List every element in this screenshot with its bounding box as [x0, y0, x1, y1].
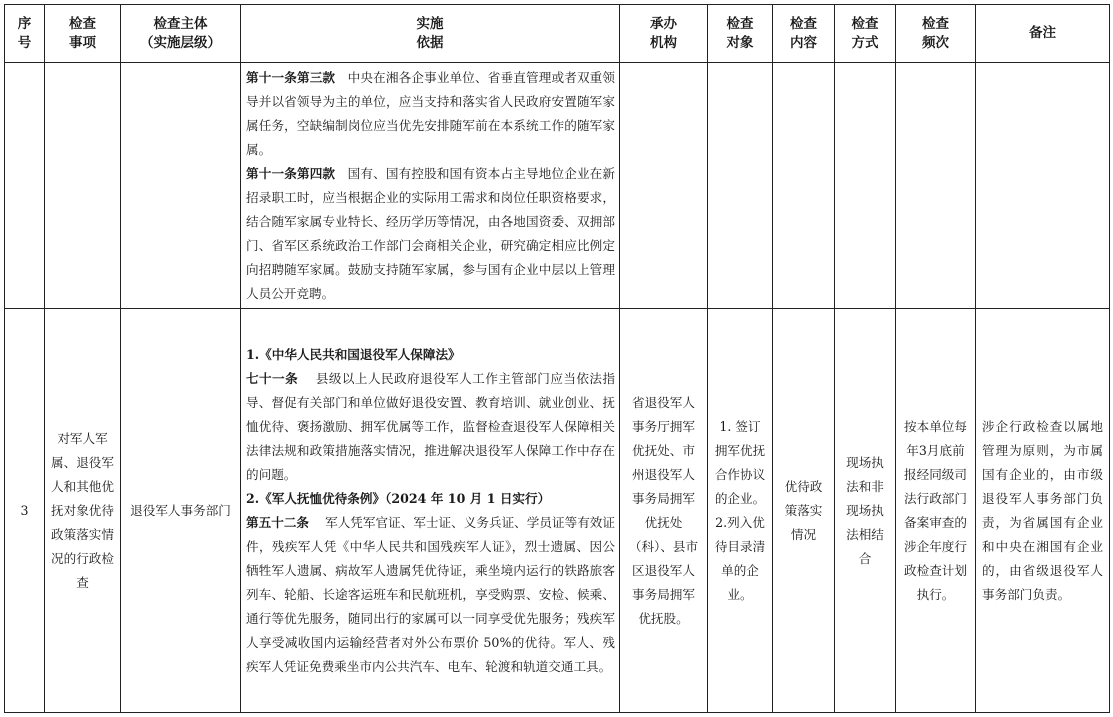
header-organ: 承办 机构: [620, 5, 708, 63]
law-date: （2024 年 10 月 1 日实行）: [385, 490, 551, 506]
article-heading: 第十一条第三款: [246, 69, 336, 85]
cell-item: [45, 63, 121, 309]
article-heading: 第五十二条: [246, 514, 310, 530]
cell-frequency: [896, 63, 976, 309]
cell-basis: [241, 63, 620, 309]
cell-content: [773, 63, 835, 309]
article-text: 县级以上人民政府退役军人工作主管部门应当依法指导、督促有关部门和单位做好退役安置、教育培训、就业创业、抚恤优待、褒扬激励、拥军优属等工作，监督检查退役军人保障相关法律法规和政策措施落实情况，推进解决退役军人保障工作中存在的问题。: [246, 370, 616, 482]
header-method: 检查 方式: [835, 5, 896, 63]
cell-object: [708, 63, 773, 309]
law-title: 1.《中华人民共和国退役军人保障法》: [246, 346, 461, 362]
cell-organ: [620, 63, 708, 309]
header-content: 检查 内容: [773, 5, 835, 63]
article-heading: 第十一条第四款: [246, 165, 336, 181]
inspection-table: [4, 4, 1110, 713]
header-remark: 备注: [976, 5, 1110, 63]
cell-basis: [241, 309, 620, 713]
basis-paragraph: [246, 511, 615, 679]
table-row-3: [5, 309, 1110, 713]
cell-remark: [976, 63, 1110, 309]
table-header-row: [5, 5, 1110, 63]
header-no: 序 号: [5, 5, 45, 63]
article-text: 国有、国有控股和国有资本占主导地位企业在新招录职工时，应当根据企业的实际用工需求和岗位任职资格要求，结合随军家属专业特长、经历学历等情况，由各地国资委、双拥部门、省军区系统政治工作部门会商相关企业，研究确定相应比例定向招聘随军家属。鼓励支持随军家属，参与国有企业中层以上管理人员公开竞聘。: [246, 165, 616, 301]
header-subject: 检查主体 （实施层级）: [121, 5, 241, 63]
article-text: 军人凭军官证、军士证、义务兵证、学员证等有效证件，残疾军人凭《中华人民共和国残疾军人证》，烈士遗属、因公牺牲军人遗属、病故军人遗属凭优待证，乘坐境内运行的铁路旅客列车、轮船、长途客运班车和民航班机，享受购票、安检、候乘、通行等优先服务，随同出行的家属可以一同享受优先服务；残疾军人享受减收国内运输经营者对外公布票价 50%的优待。军人、残疾军人凭证免费乘坐市内公共汽车、电车、轮渡和轨道交通工具。: [246, 514, 616, 674]
article-heading: 七十一条: [246, 370, 299, 386]
header-frequency: 检查 频次: [896, 5, 976, 63]
document-page: [4, 4, 1110, 713]
cell-object: 1. 签订拥军优抚合作协议的企业。2.列入优待目录清单的企业。: [708, 309, 773, 713]
cell-subject: 退役军人事务部门: [121, 309, 241, 713]
header-item: 检查 事项: [45, 5, 121, 63]
cell-item: 对军人军属、退役军人和其他优抚对象优待政策落实情况的行政检查: [45, 309, 121, 713]
law-title-line: [246, 487, 615, 511]
basis-paragraph: [246, 66, 615, 162]
cell-frequency: 按本单位每年3月底前报经同级司法行政部门备案审查的涉企年度行政检查计划执行。: [896, 309, 976, 713]
cell-no: [5, 63, 45, 309]
cell-content: 优待政策落实情况: [773, 309, 835, 713]
header-object: 检查 对象: [708, 5, 773, 63]
cell-subject: [121, 63, 241, 309]
cell-organ: 省退役军人事务厅拥军优抚处、市州退役军人事务局拥军优抚处（科）、县市区退役军人事务局拥军优抚股。: [620, 309, 708, 713]
cell-method: 现场执法和非现场执法相结合: [835, 309, 896, 713]
cell-remark: 涉企行政检查以属地管理为原则，为市属国有企业的，由市级退役军人事务部门负责，为省属国有企业和中央在湘国有企业的，由省级退役军人事务部门负责。: [976, 309, 1110, 713]
law-title: 2.《军人抚恤优待条例》: [246, 490, 386, 506]
basis-paragraph: [246, 367, 615, 487]
table-row-continuation: [5, 63, 1110, 309]
basis-paragraph: [246, 162, 615, 306]
cell-method: [835, 63, 896, 309]
article-text: 中央在湘各企事业单位、省垂直管理或者双重领导并以省领导为主的单位，应当支持和落实省人民政府安置随军家属任务，空缺编制岗位应当优先安排随军前在本系统工作的随军家属。: [246, 69, 616, 157]
cell-no: 3: [5, 309, 45, 713]
header-basis: 实施 依据: [241, 5, 620, 63]
